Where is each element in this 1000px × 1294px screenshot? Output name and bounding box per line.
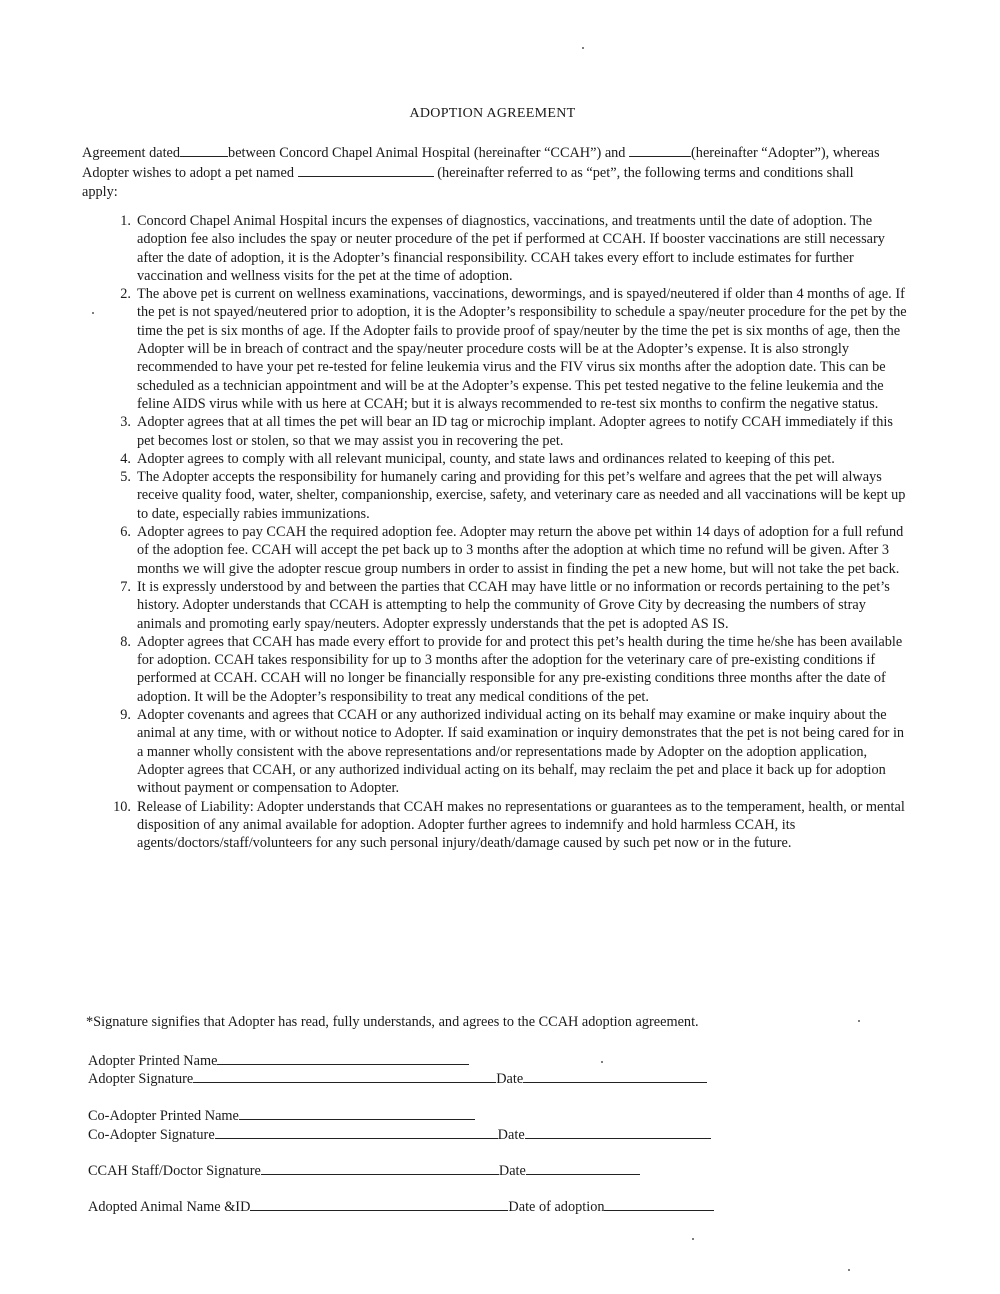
coadopter-printed-name-row [88, 1106, 475, 1125]
staff-date-label: Date [498, 1163, 526, 1179]
scan-speck [92, 312, 94, 314]
animal-name-label: Adopted Animal Name &ID [88, 1199, 251, 1215]
scan-speck [858, 1020, 860, 1022]
term-text: Adopter covenants and agrees that CCAH or any authorized individual acting on its behalf may examine or make inquiry about the animal at any time, with or without notice to Adopter. If said examination or inquiry demonstrates that the pet is not being cared for in a manner wholly consistent with the above representations and/or representations made by Adopter on the adoption application, Adopter agrees that CCAH, or any authorized individual acting on its behalf, may reclaim the pet and place it back up for adoption without payment or compensation to Adopter. [137, 707, 905, 797]
adopter-signature-line[interactable] [193, 1069, 496, 1083]
animal-name-row [88, 1197, 714, 1216]
term-item [107, 523, 907, 578]
term-number: 10. [113, 798, 131, 815]
staff-signature-label: CCAH Staff/Doctor Signature [88, 1163, 261, 1179]
term-item [107, 798, 907, 853]
scan-speck [582, 47, 584, 49]
term-number: 5. [120, 469, 131, 486]
adopter-signature-label: Adopter Signature [88, 1071, 194, 1087]
term-item [107, 633, 907, 706]
term-item [107, 450, 907, 468]
term-item [107, 578, 907, 633]
coadopter-signature-row [88, 1125, 711, 1144]
term-number: 8. [120, 633, 131, 650]
adopter-printed-name-line[interactable] [217, 1051, 469, 1065]
pet-name-blank [298, 163, 434, 177]
term-text: Adopter agrees to pay CCAH the required adoption fee. Adopter may return the above pet within 14 days of adoption for a full refund of the adoption fee. CCAH will accept the pet back up to 3 months after the adoption at which time no refund will be given. After 3 months we will give the adopter rescue group numbers in order to assist in finding the pet a new home, but will not take the pet back. [137, 524, 904, 577]
intro-text-3: (hereinafter “Adopter”), whereas Adopter wishes to adopt a pet named [82, 145, 880, 181]
term-text: Adopter agrees that at all times the pet will bear an ID tag or microchip implant. Adopter agrees to notify CCAH immediately if this pet becomes lost or stolen, so that we may assist you in recovering the pet. [137, 414, 893, 449]
agreement-date-blank [180, 143, 228, 157]
staff-date-line[interactable] [526, 1161, 640, 1175]
term-item [107, 285, 907, 413]
term-text: Concord Chapel Animal Hospital incurs the expenses of diagnostics, vaccinations, and treatments until the date of adoption. The adoption fee also includes the spay or neuter procedure of the pet if performed at CCAH. If booster vaccinations are still necessary after the date of adoption, it is the Adopter’s financial responsibility. CCAH takes every effort to include estimates for further vaccination and wellness visits for the pet at the time of adoption. [137, 213, 885, 284]
term-item [107, 468, 907, 523]
agreement-intro [82, 143, 882, 202]
term-number: 4. [120, 450, 131, 467]
coadopter-signature-label: Co-Adopter Signature [88, 1127, 215, 1143]
term-number: 6. [120, 524, 131, 541]
coadopter-signature-line[interactable] [215, 1125, 498, 1139]
term-number: 3. [120, 414, 131, 431]
intro-text-1: Agreement dated [82, 145, 181, 161]
term-text: Adopter agrees that CCAH has made every effort to provide for and protect this pet’s health during the time he/she has been available for adoption. CCAH takes responsibility for up to 3 months after the adoption for the veterinary care of pre-existing conditions if performed at CCAH. CCAH will no longer be financially responsible for any pre-existing conditions three months after the date of adoption. It will be the Adopter’s responsibility to treat any medical conditions of the pet. [137, 633, 903, 705]
document-title: ADOPTION AGREEMENT [409, 106, 576, 121]
term-number: 2. [120, 286, 131, 303]
adopter-signature-row [88, 1069, 707, 1088]
intro-text-2: between Concord Chapel Animal Hospital (hereinafter “CCAH”) and [228, 145, 626, 161]
term-text: The Adopter accepts the responsibility for humanely caring and providing for this pet’s welfare and agrees that the pet will always receive quality food, water, shelter, companionship, exercise, safety, and veterinary care as needed and all vaccinations will be kept up to date, especially rabies immunizations. [137, 469, 906, 522]
term-item [107, 706, 907, 797]
adopter-printed-name-label: Adopter Printed Name [88, 1053, 218, 1069]
term-item [107, 413, 907, 450]
term-number: 1. [120, 213, 131, 229]
term-text: Release of Liability: Adopter understands that CCAH makes no representations or guarantees as to the temperament, health, or mental disposition of any animal available for adoption. Adopter further agrees to indemnify and hold harmless CCAH, its agents/doctors/staff/volunteers for any such personal injury/death/damage caused by such pet now or in the future. [137, 798, 905, 852]
term-number: 9. [120, 707, 131, 724]
adopter-name-blank [629, 143, 691, 157]
scan-speck [848, 1269, 850, 1271]
staff-signature-line[interactable] [261, 1161, 499, 1175]
adopter-date-label: Date [496, 1071, 524, 1087]
coadopter-printed-name-label: Co-Adopter Printed Name [88, 1108, 239, 1124]
scan-speck [601, 1061, 603, 1063]
scan-speck [692, 1238, 694, 1240]
adopter-date-line[interactable] [523, 1069, 707, 1083]
term-item [107, 212, 907, 285]
intro-text-4: (hereinafter referred to as “pet”, the following terms and conditions shall apply: [82, 165, 854, 200]
adopter-printed-name-row [88, 1051, 469, 1070]
coadopter-date-label: Date [497, 1127, 525, 1143]
term-number: 7. [120, 578, 131, 595]
coadopter-printed-name-line[interactable] [239, 1106, 475, 1120]
staff-signature-row [88, 1161, 640, 1180]
term-text: The above pet is current on wellness examinations, vaccinations, dewormings, and is spayed/neutered if older than 4 months of age. If the pet is not spayed/neutered prior to adoption, it is the Adopter’s responsibility to schedule a spay/neuter procedure for the pet by the time the pet is six months of age. If the Adopter fails to provide proof of spay/neuter by the time the pet is six months of age, then the Adopter will be in breach of contract and the spay/neuter procedure costs will be at the Adopter’s expense. It is also strongly recommended to have your pet re-tested for feline leukemia virus and the FIV virus six months after the adoption date. This can be scheduled as a technician appointment and will be at the Adopter’s expense. This pet tested negative to the feline leukemia and the feline AIDS virus while with us here at CCAH; but it is always recommended to re-test six months to confirm the negative status. [137, 286, 907, 412]
term-text: It is expressly understood by and between the parties that CCAH may have little or no information or records pertaining to the pet’s history. Adopter understands that CCAH is attempting to help the community of Grove City by decreasing the numbers of stray animals and promoting early spay/neuters. Adopter expressly understands that the pet is adopted AS IS. [137, 578, 890, 632]
adoption-date-label: Date of adoption [508, 1199, 605, 1215]
adoption-date-line[interactable] [604, 1197, 714, 1211]
coadopter-date-line[interactable] [525, 1125, 711, 1139]
terms-list [107, 212, 907, 852]
animal-name-line[interactable] [250, 1197, 508, 1211]
term-text: Adopter agrees to comply with all relevant municipal, county, and state laws and ordinances related to keeping of this pet. [137, 450, 835, 467]
signature-note: *Signature signifies that Adopter has read, fully understands, and agrees to the CCAH adoption agreement. [86, 1014, 699, 1030]
